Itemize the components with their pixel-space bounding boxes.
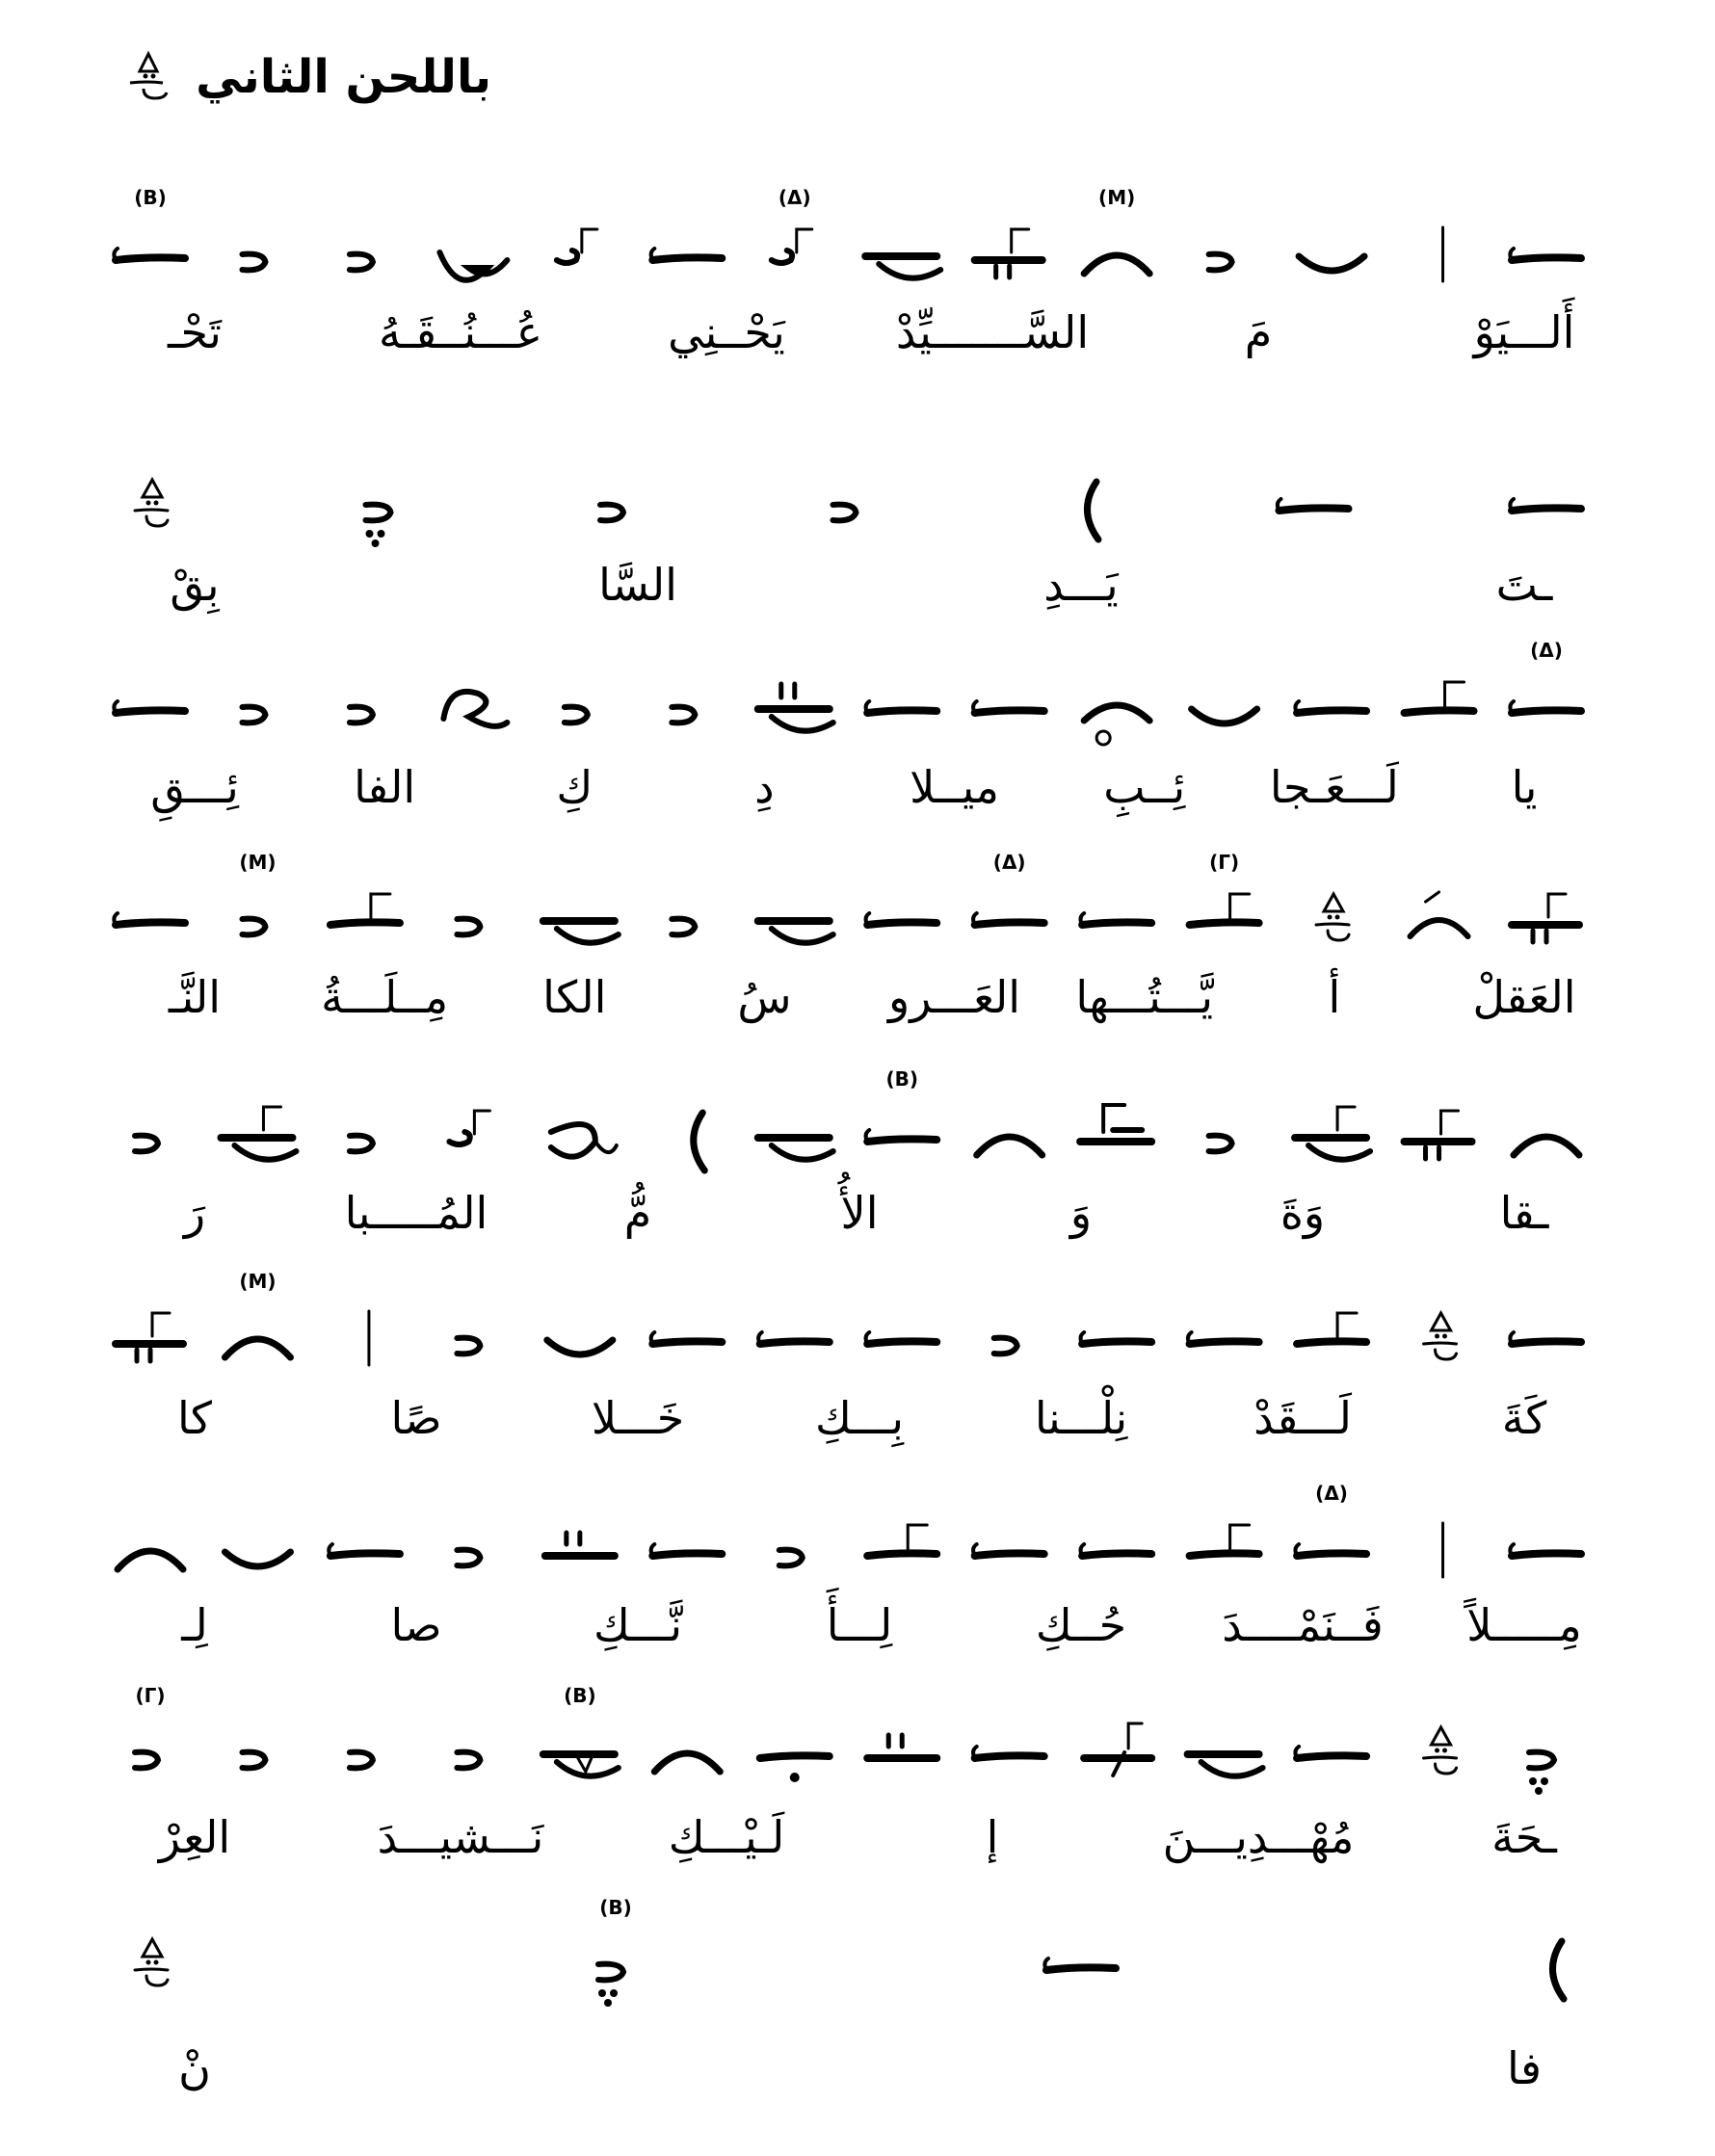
neume-flat-stroke-icon <box>867 1525 937 1556</box>
neume-svg <box>108 186 1596 318</box>
neume-small-hook-icon <box>239 851 276 934</box>
tone-mark: (Δ) <box>992 851 1026 874</box>
hymn-title <box>126 50 491 104</box>
neume-small-hook-icon <box>779 1550 803 1566</box>
lyric-syllable: صًا <box>390 1392 442 1444</box>
lyric-syllable: لَـــعَـجا <box>1269 761 1399 813</box>
neume-stroke-icon <box>1510 1544 1581 1556</box>
neume-loop-icon <box>443 692 507 726</box>
neume-stroke-icon <box>973 1747 1044 1758</box>
lyric-syllable: فا <box>1506 2042 1543 2094</box>
neume-long-hook-icon <box>758 1138 833 1160</box>
lyric-syllable: سُ <box>737 971 792 1023</box>
neume-double-stroke-icon <box>545 1533 615 1556</box>
neume-hook-down-icon <box>224 1552 290 1566</box>
neume-stroke-icon <box>866 1332 937 1344</box>
neume-svg <box>108 453 1596 568</box>
neume-small-hook-icon <box>135 1684 166 1768</box>
lyric-line-4 <box>108 971 1611 1039</box>
lyric-line-1 <box>108 306 1611 374</box>
neume-hook-up-icon <box>977 1137 1042 1155</box>
neume-small-hook-icon <box>672 919 695 935</box>
neume-stroke-icon <box>329 1544 400 1556</box>
lyric-syllable: الكا <box>542 971 607 1023</box>
neume-stroke-icon <box>1510 249 1581 260</box>
neume-stroke-icon <box>1081 913 1152 925</box>
neume-hook-down-icon <box>547 1340 613 1354</box>
lyric-syllable: أَلـــيَوْ <box>1473 306 1575 358</box>
lyric-syllable: العِرْ <box>158 1811 231 1863</box>
tone-mark: (B) <box>564 1684 596 1707</box>
neume-small-hook-icon <box>457 1752 480 1769</box>
tone-mark: (M) <box>239 1270 277 1293</box>
neume-loop-hook-icon <box>551 1124 617 1157</box>
tone-mark: (B) <box>885 1067 918 1091</box>
neume-small-hook-icon <box>994 1338 1017 1354</box>
lyric-syllable: لَـــقَدْ <box>1253 1392 1352 1444</box>
neume-stroke-icon <box>758 1332 830 1344</box>
neume-dotted-hook-icon <box>366 505 391 547</box>
neume-small-hook-icon <box>457 1338 480 1354</box>
neume-line-8 <box>108 1684 1596 1816</box>
neume-flat-stroke-icon <box>1190 1525 1259 1556</box>
tone-mark: (B) <box>134 186 167 209</box>
neume-small-hook-icon <box>833 505 857 521</box>
lyric-line-6 <box>108 1392 1611 1459</box>
neume-mode-symbol-icon <box>135 1939 168 1985</box>
neume-stroke-icon <box>866 913 937 925</box>
neume-hook-down-icon <box>1299 256 1364 271</box>
lyric-syllable: نَـــشيـــدَ <box>377 1811 544 1863</box>
neume-small-hook-icon <box>565 707 588 723</box>
neume-flat-stroke-icon <box>1297 1313 1366 1344</box>
neume-mode-symbol-icon <box>1424 1313 1457 1359</box>
neume-dotted-hook-icon <box>598 1896 632 2007</box>
neume-stroke-icon <box>1081 1332 1152 1344</box>
lyric-syllable: رَ <box>183 1187 206 1239</box>
lyric-syllable: مُهْـــدِيـــنَ <box>1162 1811 1355 1863</box>
neume-svg <box>108 1896 1596 2028</box>
tone-mark: (Δ) <box>778 186 811 209</box>
neume-line-2 <box>108 453 1596 568</box>
neume-stroke-icon <box>114 913 185 925</box>
neume-loop-down-icon <box>439 252 507 280</box>
neume-stroke-icon <box>651 1544 723 1556</box>
lyric-syllable: مِـــــلاً <box>1466 1599 1582 1651</box>
lyric-syllable: يَّـــتُـــها <box>1075 971 1214 1023</box>
neume-small-hook-icon <box>350 1136 373 1152</box>
mode-two-icon <box>126 50 171 104</box>
lyric-syllable: صا <box>390 1599 442 1651</box>
tone-mark: (Δ) <box>1530 639 1563 662</box>
neume-line-6 <box>108 1270 1596 1402</box>
neume-long-hook-icon <box>543 921 619 943</box>
neume-flat-double-icon <box>975 229 1042 277</box>
lyric-syllable: دِ <box>754 761 775 813</box>
neume-flat-small-icon <box>449 1111 489 1144</box>
neume-hook-up-icon <box>1084 186 1149 274</box>
title-text: باللحن الثاني <box>196 50 491 104</box>
neume-mode-symbol-icon <box>1316 894 1349 940</box>
lyric-syllable: ـتَ <box>1495 559 1553 611</box>
neume-svg <box>108 851 1596 983</box>
neume-svg <box>108 1270 1596 1402</box>
lyric-syllable: حُــكِ <box>1035 1599 1127 1651</box>
neume-stroke-icon <box>866 701 937 713</box>
neume-flat-double-icon <box>1405 1111 1472 1159</box>
lyric-syllable: النَّـ <box>168 971 222 1023</box>
tone-mark: (Γ) <box>135 1684 166 1707</box>
neume-stroke-icon <box>973 701 1044 713</box>
neume-stroke-icon <box>1188 1332 1259 1344</box>
lyric-syllable: مُّ <box>623 1187 652 1239</box>
neume-small-hook-icon <box>350 707 373 723</box>
neume-hook-up-circle-icon <box>1084 705 1149 745</box>
neume-long-hook-v-icon <box>543 1684 619 1776</box>
neume-small-hook-icon <box>1209 254 1232 271</box>
neume-stroke-icon <box>1510 1332 1581 1344</box>
neume-small-hook-icon <box>1209 1136 1232 1152</box>
neume-hook-up-icon <box>224 1270 290 1357</box>
lyric-syllable: مِــلَـــةُ <box>321 971 449 1023</box>
lyric-syllable: ئِـــقِ <box>150 761 239 813</box>
neume-hook-up-icon <box>654 1753 720 1772</box>
neume-svg <box>108 1482 1596 1614</box>
lyric-syllable: نِلْـــنا <box>1034 1392 1128 1444</box>
neume-small-hook-icon <box>135 1136 158 1152</box>
neume-stroke-icon <box>1295 701 1366 713</box>
lyric-syllable: ـقا <box>1499 1187 1549 1239</box>
neume-flat-double-icon <box>116 1313 183 1361</box>
tone-mark: (Δ) <box>1315 1482 1348 1505</box>
lyric-syllable: العَقلْ <box>1472 971 1576 1023</box>
lyric-syllable: خَـــلا <box>591 1392 685 1444</box>
neume-line-7 <box>108 1482 1596 1614</box>
lyric-syllable: ميــلا <box>910 761 1000 813</box>
lyric-syllable: لِـــأَ <box>826 1599 893 1651</box>
lyric-syllable: مَ <box>1244 306 1273 358</box>
lyric-syllable: يا <box>1511 761 1538 813</box>
lyric-syllable: كا <box>177 1392 212 1444</box>
lyric-line-5 <box>108 1187 1611 1254</box>
neume-small-hook-icon <box>242 1752 265 1769</box>
neume-stroke-icon <box>1295 1747 1366 1758</box>
neume-stroke-dot-icon <box>760 1755 830 1782</box>
neume-line-5 <box>108 1067 1596 1199</box>
neume-stroke-icon <box>1044 1959 1116 1970</box>
neume-line-9 <box>108 1896 1596 2028</box>
neume-stroke-icon <box>651 1332 723 1344</box>
lyric-line-8 <box>108 1811 1611 1879</box>
neume-mode-symbol-icon <box>1424 1727 1457 1774</box>
tone-mark: (M) <box>1098 186 1136 209</box>
neume-paren-icon <box>1087 482 1098 539</box>
neume-svg <box>108 1067 1596 1199</box>
neume-hook-down-icon <box>1192 709 1257 723</box>
neume-stroke-icon <box>1510 499 1581 511</box>
neume-hook-up-small-icon <box>1411 892 1468 936</box>
neume-small-hook-icon <box>672 707 695 723</box>
neume-flat-stroke-icon <box>1190 851 1259 925</box>
neume-small-hook-icon <box>350 254 373 271</box>
neume-line-3 <box>108 639 1596 771</box>
tone-mark: (M) <box>239 851 277 874</box>
neume-small-hook-icon <box>600 505 623 521</box>
neume-small-hook-icon <box>350 1752 373 1769</box>
neume-small-hook-icon <box>457 1550 480 1566</box>
tone-mark: (Γ) <box>1209 851 1240 874</box>
lyric-line-7 <box>108 1599 1611 1667</box>
neume-flat-small-icon <box>772 186 812 263</box>
lyric-line-2 <box>108 559 1611 626</box>
lyric-syllable: أ <box>1328 971 1341 1023</box>
neume-stroke-icon <box>973 851 1044 925</box>
neume-long-hook-flat-icon <box>221 1107 296 1160</box>
neume-stroke-icon <box>1081 1544 1152 1556</box>
neume-svg <box>108 639 1596 771</box>
lyric-syllable: العَـــرو <box>888 971 1021 1023</box>
lyric-syllable: ئِــبِ <box>1103 761 1186 813</box>
neume-stroke-icon <box>114 701 185 713</box>
neume-long-hook-icon <box>1188 1754 1263 1776</box>
neume-long-hook-double-icon <box>758 684 833 731</box>
lyric-syllable: كِ <box>556 761 594 813</box>
lyric-line-3 <box>108 761 1611 828</box>
lyric-syllable: يَـــدِ <box>1043 559 1119 611</box>
neume-long-hook-icon <box>865 256 940 278</box>
neume-flat-long-icon <box>1080 1105 1151 1142</box>
neume-long-hook-flat-icon <box>1295 1107 1370 1160</box>
neume-flat-stroke-icon <box>1405 682 1474 713</box>
lyric-syllable: تَحْـ <box>168 306 222 358</box>
lyric-syllable: المُـــــبا <box>344 1187 488 1239</box>
tone-mark: (B) <box>599 1896 632 1919</box>
neume-stroke-icon <box>651 249 723 260</box>
lyric-line-9 <box>108 2042 1611 2110</box>
neume-stroke-icon <box>114 186 185 260</box>
lyric-syllable: وَةَ <box>1280 1187 1326 1239</box>
neume-line-1 <box>108 186 1596 318</box>
neume-line-4 <box>108 851 1596 983</box>
lyric-syllable: نْ <box>178 2042 211 2094</box>
neume-stroke-icon <box>1295 1482 1366 1556</box>
neume-stroke-icon <box>866 1067 937 1142</box>
neume-double-stroke-icon <box>867 1735 937 1758</box>
neume-mode-symbol-icon <box>135 480 168 526</box>
lyric-syllable: وَ <box>1069 1187 1093 1239</box>
neume-flat-small-icon <box>557 229 597 263</box>
lyric-syllable: بِـــكِ <box>815 1392 904 1444</box>
lyric-syllable: نَّـــكِ <box>594 1599 682 1651</box>
lyric-syllable: يَحْــنِي <box>668 306 785 358</box>
neume-paren-icon <box>694 1113 705 1170</box>
lyric-syllable: السَّا <box>598 559 677 611</box>
neume-svg <box>108 1684 1596 1816</box>
lyric-syllable: لَـيْـــكِ <box>668 1811 785 1863</box>
neume-stroke-icon <box>1510 639 1581 713</box>
neume-long-hook-icon <box>758 921 833 943</box>
neume-small-hook-icon <box>457 919 480 935</box>
neume-flat-double-icon <box>1512 894 1579 942</box>
neume-stroke-icon <box>973 1544 1044 1556</box>
neume-stroke-icon <box>1278 499 1349 511</box>
lyric-syllable: إ <box>986 1811 999 1863</box>
lyric-syllable: لِـ <box>181 1599 208 1651</box>
lyric-syllable: بِقْ <box>170 559 220 611</box>
lyric-syllable: عُـــنُــقَـهُ <box>378 306 543 358</box>
neume-small-hook-icon <box>242 707 265 723</box>
neume-small-hook-icon <box>242 254 265 271</box>
lyric-syllable: كَةَ <box>1501 1392 1547 1444</box>
neume-hook-up-icon <box>118 1551 183 1569</box>
lyric-syllable: الأُ <box>840 1187 879 1239</box>
neume-hook-up-icon <box>1514 1137 1579 1155</box>
neume-dotted-hook-icon <box>1529 1752 1554 1795</box>
neume-flat-slash-icon <box>1084 1723 1151 1775</box>
neume-paren-icon <box>1552 1941 1564 1999</box>
lyric-syllable: السَّـــــــيِّدْ <box>895 306 1090 358</box>
lyric-syllable: الفا <box>354 761 416 813</box>
lyric-syllable: فَــنَمْــــدَ <box>1222 1599 1384 1651</box>
neume-flat-stroke-icon <box>330 894 400 925</box>
lyric-syllable: ـحَةَ <box>1491 1811 1557 1863</box>
